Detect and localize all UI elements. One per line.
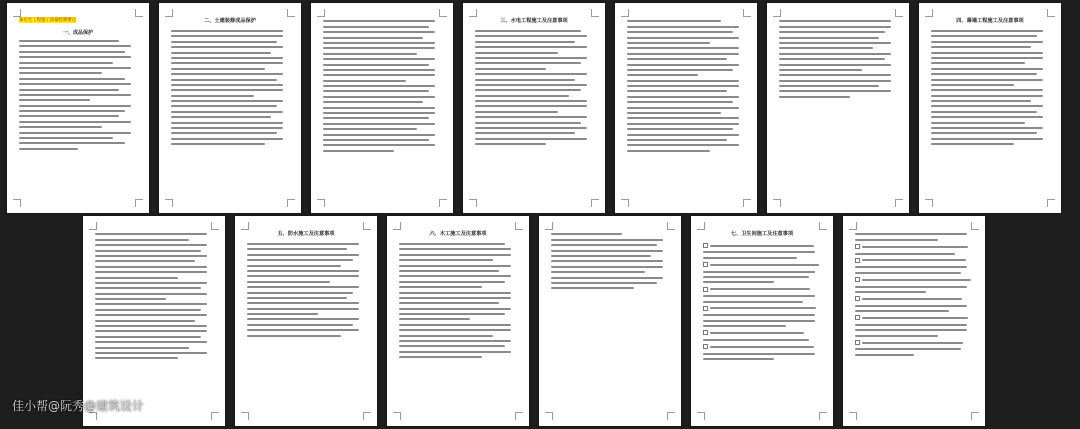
crop-mark bbox=[697, 222, 705, 230]
page-text bbox=[539, 216, 681, 289]
page-text bbox=[387, 243, 529, 358]
crop-mark bbox=[773, 9, 781, 17]
page-title: 六、木工施工及注意事项 bbox=[429, 231, 487, 237]
crop-mark bbox=[363, 222, 371, 230]
crop-mark bbox=[697, 412, 705, 420]
list-item bbox=[855, 315, 973, 320]
crop-mark bbox=[439, 9, 447, 17]
crop-mark bbox=[135, 199, 143, 207]
document-page-5 bbox=[615, 3, 757, 213]
crop-mark bbox=[925, 199, 933, 207]
page-title: 三、水电工程施工及注意事项 bbox=[500, 18, 568, 24]
crop-mark bbox=[621, 199, 629, 207]
crop-mark bbox=[773, 199, 781, 207]
page-text bbox=[159, 30, 301, 145]
document-page-4 bbox=[463, 3, 605, 213]
crop-mark bbox=[469, 9, 477, 17]
list-item bbox=[855, 244, 973, 249]
crop-mark bbox=[849, 222, 857, 230]
crop-mark bbox=[287, 199, 295, 207]
crop-mark bbox=[621, 9, 629, 17]
list-item bbox=[703, 330, 821, 335]
crop-mark bbox=[819, 222, 827, 230]
crop-mark bbox=[317, 9, 325, 17]
page-text bbox=[7, 40, 149, 150]
crop-mark bbox=[165, 9, 173, 17]
section-heading: 一、成品保护 bbox=[62, 30, 93, 36]
list-item bbox=[703, 306, 821, 311]
crop-mark bbox=[241, 412, 249, 420]
document-page-10 bbox=[387, 216, 529, 426]
crop-mark bbox=[895, 199, 903, 207]
crop-mark bbox=[1047, 9, 1055, 17]
page-text bbox=[767, 3, 909, 98]
crop-mark bbox=[287, 9, 295, 17]
crop-mark bbox=[89, 222, 97, 230]
crop-mark bbox=[515, 222, 523, 230]
crop-mark bbox=[667, 222, 675, 230]
crop-mark bbox=[819, 412, 827, 420]
document-page-2 bbox=[159, 3, 301, 213]
document-page-9 bbox=[235, 216, 377, 426]
crop-mark bbox=[591, 9, 599, 17]
list-item bbox=[703, 287, 821, 292]
page-text bbox=[235, 243, 377, 337]
crop-mark bbox=[211, 412, 219, 420]
page-title: 七、卫生间施工及注意事项 bbox=[730, 231, 794, 237]
crop-mark bbox=[545, 222, 553, 230]
crop-mark bbox=[971, 222, 979, 230]
crop-mark bbox=[439, 199, 447, 207]
crop-mark bbox=[591, 199, 599, 207]
list-item bbox=[703, 344, 821, 349]
page-text bbox=[311, 3, 453, 152]
document-page-3 bbox=[311, 3, 453, 213]
crop-mark bbox=[363, 412, 371, 420]
crop-mark bbox=[317, 199, 325, 207]
list-item bbox=[855, 277, 973, 282]
document-page-6 bbox=[767, 3, 909, 213]
crop-mark bbox=[925, 9, 933, 17]
watermark: 佳小帮@阮秀@建筑设计 bbox=[12, 399, 145, 413]
crop-mark bbox=[895, 9, 903, 17]
crop-mark bbox=[1047, 199, 1055, 207]
page-title: 五、防水施工及注意事项 bbox=[277, 231, 335, 237]
list-item bbox=[855, 296, 973, 301]
list-item bbox=[703, 243, 821, 248]
page-text bbox=[615, 3, 757, 152]
crop-mark bbox=[469, 199, 477, 207]
crop-mark bbox=[849, 412, 857, 420]
page-text bbox=[843, 216, 985, 356]
crop-mark bbox=[393, 412, 401, 420]
page-title: 二、土建装修成品保护 bbox=[204, 18, 256, 24]
crop-mark bbox=[545, 412, 553, 420]
crop-mark bbox=[13, 199, 21, 207]
crop-mark bbox=[515, 412, 523, 420]
list-item bbox=[855, 340, 973, 345]
page-text bbox=[919, 30, 1061, 145]
crop-mark bbox=[743, 9, 751, 17]
list-item bbox=[703, 262, 821, 267]
crop-mark bbox=[211, 222, 219, 230]
document-page-8 bbox=[83, 216, 225, 426]
list-item bbox=[855, 258, 973, 263]
crop-mark bbox=[743, 199, 751, 207]
document-page-13 bbox=[843, 216, 985, 426]
document-page-1 bbox=[7, 3, 149, 213]
crop-mark bbox=[13, 9, 21, 17]
page-text bbox=[83, 216, 225, 359]
page-text bbox=[691, 243, 833, 360]
document-page-7 bbox=[919, 3, 1061, 213]
crop-mark bbox=[667, 412, 675, 420]
document-page-11 bbox=[539, 216, 681, 426]
crop-mark bbox=[971, 412, 979, 420]
crop-mark bbox=[165, 199, 173, 207]
crop-mark bbox=[135, 9, 143, 17]
document-title: 某住宅工程施工质量控制要点 bbox=[19, 18, 77, 23]
crop-mark bbox=[393, 222, 401, 230]
page-text bbox=[463, 30, 605, 145]
page-title: 四、幕墙工程施工及注意事项 bbox=[956, 18, 1024, 24]
crop-mark bbox=[241, 222, 249, 230]
document-page-12 bbox=[691, 216, 833, 426]
